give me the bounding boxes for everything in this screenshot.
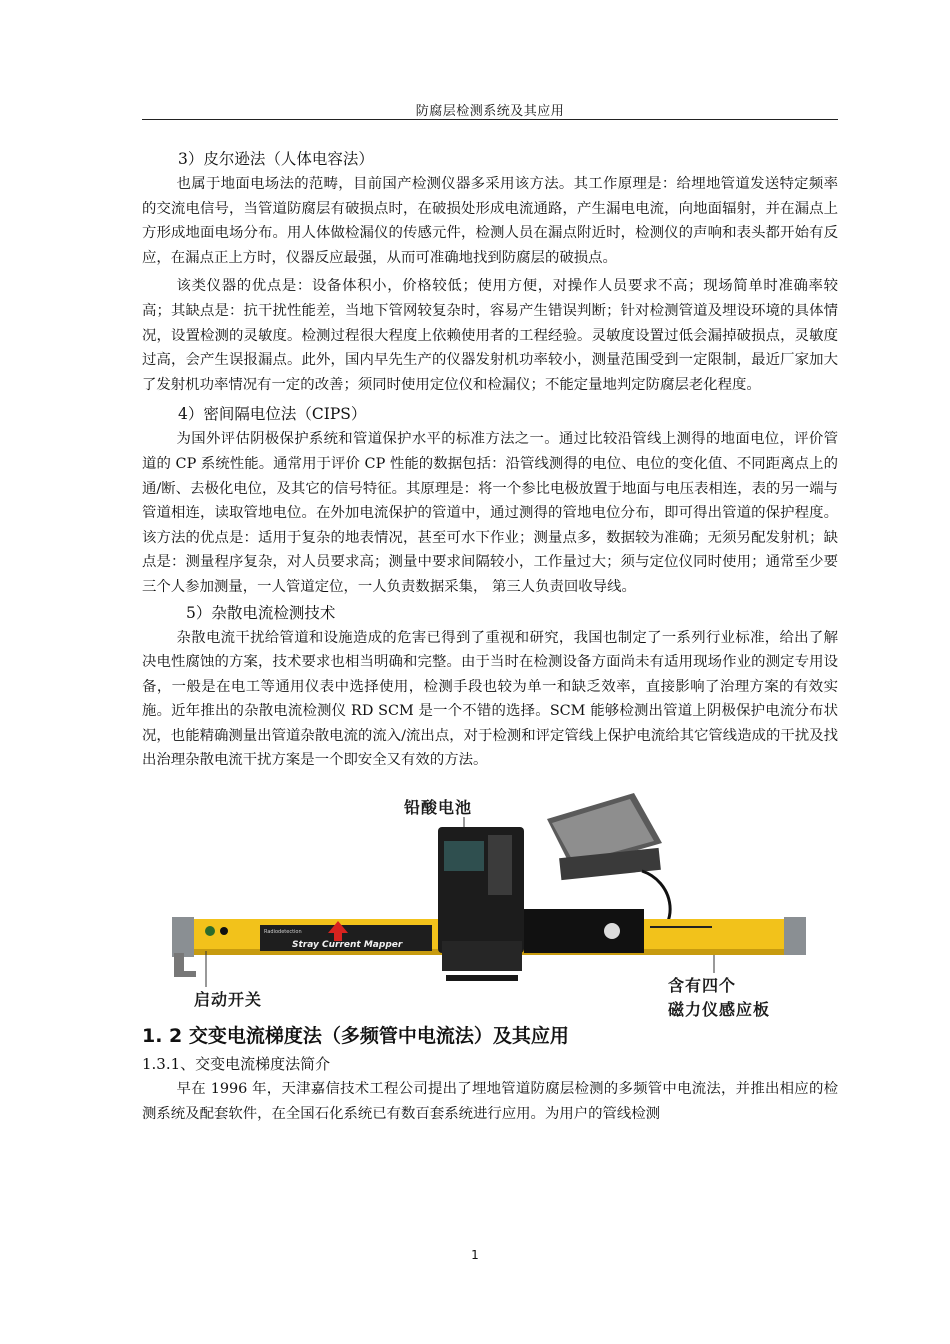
heading-stray-current: 5）杂散电流检测技术 (186, 603, 336, 622)
label-start-switch: 启动开关 (194, 990, 263, 1010)
document-body (142, 146, 838, 1126)
subsection-title-intro: 1.3.1、交变电流梯度法简介 (142, 1055, 331, 1074)
battery-unit-icon (438, 827, 524, 981)
page-number: 1 (471, 1248, 479, 1262)
paragraph-ac-gradient-intro: 早在 1996 年，天津嘉信技术工程公司提出了埋地管道防腐层检测的多频管中电流法，并推出相应的检测系统及配套软件，在全国石化系统已有数百套系统进行应用。为用户的管线检测 (142, 1081, 838, 1122)
paragraph-pearson-pros-cons: 该类仪器的优点是：设备体积小，价格较低；使用方便，对操作人员要求不高；现场简单时准确率较高；其缺点是：抗干扰性能差，当地下管网较复杂时，容易产生错误判断；针对检测管道及埋设环境的具体情况，设置检测的灵敏度。检测过程很大程度上依赖使用者的工程经验。灵敏度设置过低会漏掉破损点，灵敏度过高，会产生误报漏点。此外，国内早先生产的仪器发射机功率较小，测量范围受到一定限制，最近厂家加大了发射机功率情况有一定的改善；须同时使用定位仪和检漏仪；不能定量地判定防腐层老化程度。 (142, 278, 838, 393)
paragraph-stray-current: 杂散电流干扰给管道和设施造成的危害已得到了重视和研究，我国也制定了一系列行业标准，给出了解决电性腐蚀的方案，技术要求也相当明确和完整。由于当时在检测设备方面尚未有适用现场作业的测定专用设备，一般是在电工等通用仪表中选择使用，检测手段也较为单一和缺乏效率，直接影响了治理方案的有效实施。近年推出的杂散电流检测仪 RD SCM 是一个不错的选择。SCM 能够检测出管道上阴极保护电流分布状况，也能精确测量出管道杂散电流的流入/流出点，对于检测和评定管线上保护电流给其它管线造成的干扰及找出治理杂散电流干扰方案是一个即安全又有效的方法。 (142, 629, 838, 769)
header-rule (142, 119, 838, 120)
heading-pearson-method: 3）皮尔逊法（人体电容法） (178, 150, 374, 168)
paragraph-pearson-principle: 也属于地面电场法的范畴，目前国产检测仪器多采用该方法。其工作原理是：给埋地管道发送特定频率的交流电信号，当管道防腐层有破损点时，在破损处形成电流通路，产生漏电电流，向地面辐射，并在漏点上方形成地面电场分布。用人体做检漏仪的传感元件，检测人员在漏点附近时，检测仪的声响和表头都开始有反应，在漏点正上方时，仪器反应最强，从而可准确地找到防腐层的破损点。 (142, 176, 838, 266)
paragraph-cips: 为国外评估阴极保护系统和管道保护水平的标准方法之一。通过比较沿管线上测得的地面电位，评价管道的 CP 系统性能。通常用于评价 CP 性能的数据包括：沿管线测得的电位、电位的变化值、不同距离点上的通/断、去极化电位，及其它的信号特征。其原理是：将一个参比电极放置于地面与电压表相连，表的另一端与管道相连，读取管地电位。在外加电流保护的管道中，通过测得的管地电位分布，即可得出管道的保护程度。该方法的优点是：适用于复杂的地表情况，甚至可水下作业；测量点多，数据较为准确；无须另配发射机；缺点是：测量程序复杂，对人员要求高；测量中要求间隔较小，工作量过大；须与定位仪同时使用；通常至少要三个人参加测量，一人管道定位，一人负责数据采集， 第三人负责回收导线。 (142, 431, 838, 595)
page-header: 防腐层检测系统及其应用 (415, 104, 565, 119)
brand-label: Radiodetection (264, 929, 302, 936)
label-battery: 铅酸电池 (404, 798, 473, 818)
label-sensor-line-2: 磁力仪感应板 (668, 1000, 771, 1020)
device-name-label: Stray Current Mapper (292, 940, 403, 951)
heading-cips-method: 4）密间隔电位法（CIPS） (178, 405, 367, 424)
label-sensor-line-1: 含有四个 (668, 976, 737, 996)
laptop-icon (547, 793, 662, 880)
left-handle-icon (172, 917, 196, 977)
start-switch-icon (205, 926, 215, 936)
section-title-ac-gradient: 1. 2 交变电流梯度法（多频管中电流法）及其应用 (142, 1025, 569, 1048)
stray-current-mapper-figure (142, 791, 838, 1019)
